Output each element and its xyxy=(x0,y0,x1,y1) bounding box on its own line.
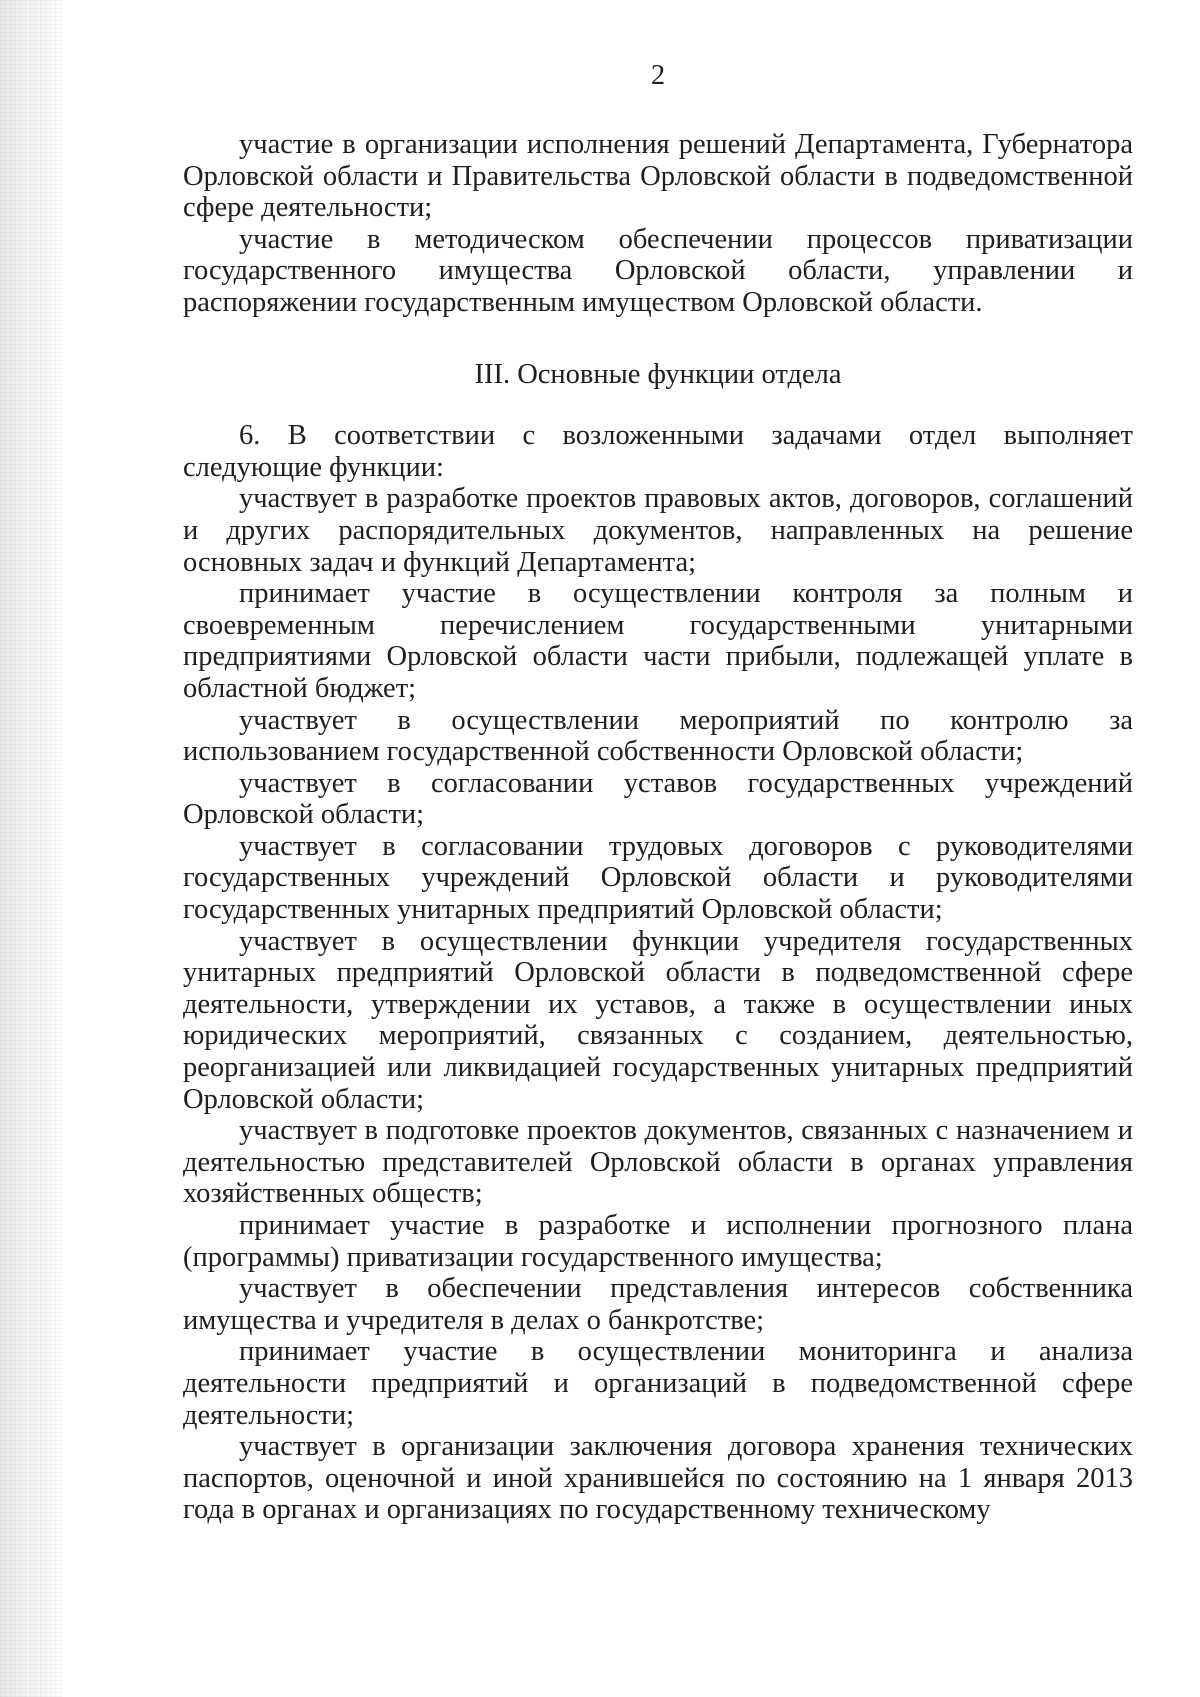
paragraph: участвует в осуществлении функции учредителя государственных унитарных предприятий Орловской области в подведомственной сфере деятельности, утверждении их уставов, а также в осуществлении иных юридических мероприятий, связанных с созданием, деятельностью, реорганизацией или ликвидацией государственных унитарных предприятий Орловской области; xyxy=(183,925,1133,1115)
paragraph: участие в организации исполнения решений Департамента, Губернатора Орловской области и Правительства Орловской области в подведомственной сфере деятельности; xyxy=(183,129,1133,224)
paragraph: участвует в согласовании уставов государственных учреждений Орловской области; xyxy=(183,767,1133,831)
paragraph: участвует в разработке проектов правовых актов, договоров, соглашений и других распорядительных документов, направленных на решение основных задач и функций Департамента; xyxy=(183,483,1133,578)
paragraph: участвует в осуществлении мероприятий по контролю за использованием государственной собственности Орловской области; xyxy=(183,704,1133,768)
paragraph: принимает участие в осуществлении контроля за полным и своевременным перечислением государственными унитарными предприятиями Орловской области части прибыли, подлежащей уплате в областной бюджет; xyxy=(183,578,1133,704)
paragraph: участвует в подготовке проектов документов, связанных с назначением и деятельностью представителей Орловской области в органах управления хозяйственных обществ; xyxy=(183,1115,1133,1210)
paragraphs-after-heading xyxy=(183,420,1133,1526)
paragraph: принимает участие в разработке и исполнении прогнозного плана (программы) приватизации государственного имущества; xyxy=(183,1210,1133,1273)
paragraph: принимает участие в осуществлении мониторинга и анализа деятельности предприятий и организаций в подведомственной сфере деятельности; xyxy=(183,1336,1133,1431)
paragraph: 6. В соответствии с возложенными задачами отдел выполняет следующие функции: xyxy=(183,420,1133,483)
document-page xyxy=(183,60,1133,1526)
paragraph: участвует в организации заключения договора хранения технических паспортов, оценочной и иной хранившейся по состоянию на 1 января 2013 года в органах и организациях по государственному техническому xyxy=(183,1431,1133,1526)
scan-edge-noise xyxy=(0,0,62,1697)
section-heading: III. Основные функции отдела xyxy=(474,358,842,390)
paragraph: участие в методическом обеспечении процессов приватизации государственного имущества Орловской области, управлении и распоряжении государственным имуществом Орловской области. xyxy=(183,223,1133,318)
paragraphs-before-heading xyxy=(183,129,1133,319)
paragraph: участвует в согласовании трудовых договоров с руководителями государственных учреждений Орловской области и руководителями государственных унитарных предприятий Орловской области; xyxy=(183,830,1133,926)
paragraph: участвует в обеспечении представления интересов собственника имущества и учредителя в делах о банкротстве; xyxy=(183,1273,1133,1336)
page-number: 2 xyxy=(650,60,666,91)
